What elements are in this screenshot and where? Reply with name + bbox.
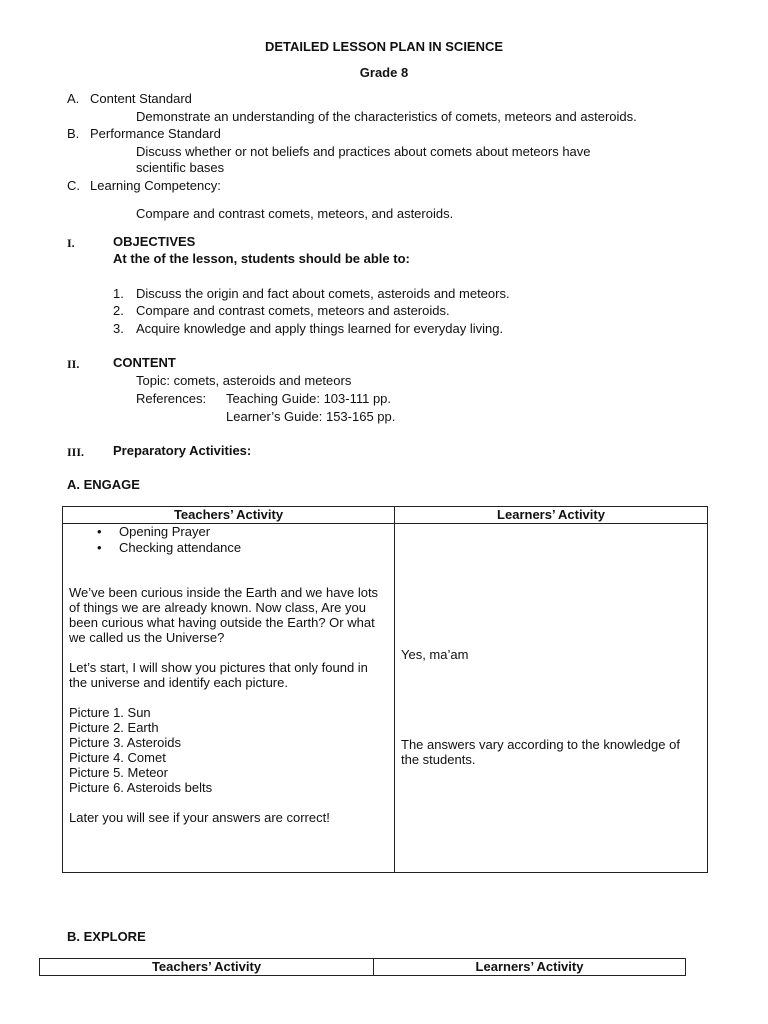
engage-instruction-paragraph: Let’s start, I will show you pictures that only found in the universe and identify each picture. — [69, 660, 368, 690]
engage-closing-text: Later you will see if your answers are correct! — [69, 810, 330, 825]
objective-num: 3. — [113, 321, 124, 336]
objective-num: 1. — [113, 286, 124, 301]
objectives-numeral: I. — [67, 236, 75, 250]
objective-num: 2. — [113, 303, 124, 318]
list-item: Picture 5. Meteor — [69, 765, 168, 780]
reference-learners-guide: Learner’s Guide: 153-165 pp. — [226, 409, 396, 424]
objectives-subheading: At the of the lesson, students should be able to: — [113, 251, 410, 266]
grade-level: Grade 8 — [359, 65, 409, 80]
engage-col-teacher-header: Teachers’ Activity — [63, 507, 395, 524]
list-item: • Opening Prayer — [69, 524, 388, 540]
list-item: Picture 4. Comet — [69, 750, 166, 765]
document-title: DETAILED LESSON PLAN IN SCIENCE — [264, 39, 504, 54]
preparatory-heading: Preparatory Activities: — [113, 443, 252, 458]
list-item: Picture 2. Earth — [69, 720, 159, 735]
explore-col-learner-header: Learners’ Activity — [374, 959, 686, 976]
references-label: References: — [136, 391, 207, 406]
objective-item: Discuss the origin and fact about comets, asteroids and meteors. — [136, 286, 510, 301]
engage-teacher-cell — [63, 524, 395, 873]
learner-answer: Yes, ma’am — [401, 647, 469, 662]
content-heading: CONTENT — [113, 355, 176, 370]
engage-intro-paragraph: We’ve been curious inside the Earth and we have lots of things we are already known. Now class, Are you been curious what having outside the Earth? Or what we called us the Universe? — [69, 585, 379, 645]
objective-item: Acquire knowledge and apply things learned for everyday living. — [136, 321, 504, 336]
list-item: • Checking attendance — [69, 540, 388, 556]
standard-b-marker: B. — [67, 126, 80, 141]
list-item: Picture 3. Asteroids — [69, 735, 181, 750]
standard-a-marker: A. — [67, 91, 80, 106]
list-item: Picture 1. Sun — [69, 705, 151, 720]
objective-item: Compare and contrast comets, meteors and asteroids. — [136, 303, 450, 318]
standard-c-label: Learning Competency: — [90, 178, 221, 193]
content-topic: Topic: comets, asteroids and meteors — [136, 373, 352, 388]
engage-heading: A. ENGAGE — [67, 477, 140, 492]
preparatory-numeral: III. — [67, 445, 85, 459]
standard-c-marker: C. — [67, 178, 80, 193]
content-numeral: II. — [67, 357, 80, 371]
standard-b-text-line2: scientific bases — [136, 160, 225, 175]
standard-a-text: Demonstrate an understanding of the characteristics of comets, meteors and asteroids. — [136, 109, 637, 124]
engage-table — [62, 506, 708, 873]
standard-a-label: Content Standard — [90, 91, 192, 106]
explore-col-teacher-header: Teachers’ Activity — [40, 959, 374, 976]
list-item: Picture 6. Asteroids belts — [69, 780, 213, 795]
standard-b-text-line1: Discuss whether or not beliefs and practices about comets about meteors have — [136, 144, 591, 159]
standard-c-text: Compare and contrast comets, meteors, and asteroids. — [136, 206, 454, 221]
explore-table — [39, 958, 686, 976]
engage-learner-cell — [395, 524, 708, 873]
learner-answer: The answers vary according to the knowledge of the students. — [401, 737, 680, 767]
engage-col-learner-header: Learners’ Activity — [395, 507, 708, 524]
explore-heading: B. EXPLORE — [67, 929, 146, 944]
standard-b-label: Performance Standard — [90, 126, 221, 141]
reference-teaching-guide: Teaching Guide: 103-111 pp. — [226, 391, 392, 406]
objectives-heading: OBJECTIVES — [113, 234, 196, 249]
